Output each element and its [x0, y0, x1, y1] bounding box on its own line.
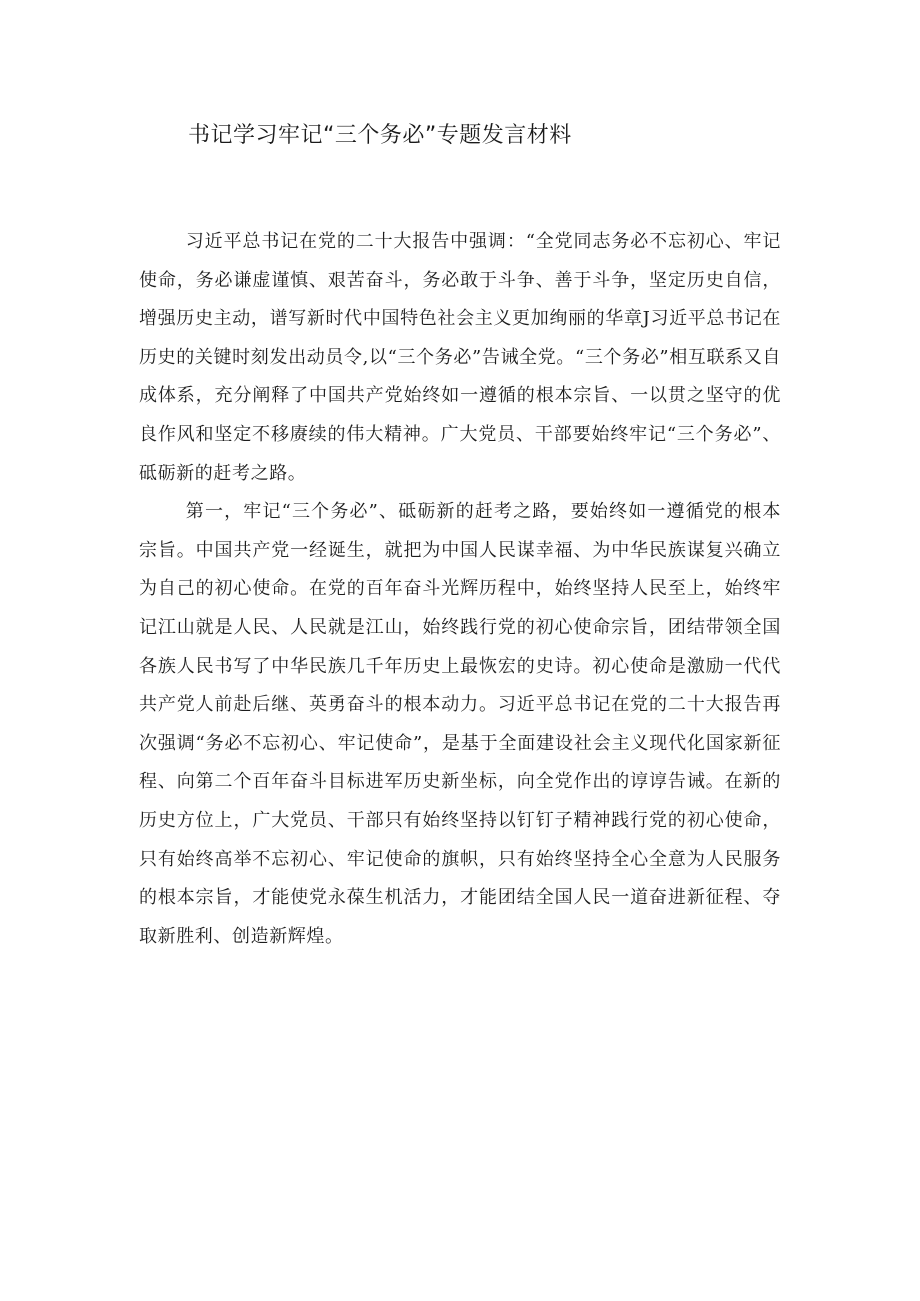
- paragraph-first-point: 第一，牢记“三个务必”、砥砺新的赶考之路，要始终如一遵循党的根本宗旨。中国共产党一经诞生，就把为中国人民谋幸福、为中华民族谋复兴确立为自己的初心使命。在党的百年奋斗光辉历程中，始终坚持人民至上，始终牢记江山就是人民、人民就是江山，始终践行党的初心使命宗旨，团结带领全国各族人民书写了中华民族几千年历史上最恢宏的史诗。初心使命是激励一代代共产党人前赴后继、英勇奋斗的根本动力。习近平总书记在党的二十大报告再次强调“务必不忘初心、牢记使命”，是基于全面建设社会主义现代化国家新征程、向第二个百年奋斗目标进军历史新坐标，向全党作出的谆谆告诫。在新的历史方位上，广大党员、干部只有始终坚持以钉钉子精神践行党的初心使命，只有始终高举不忘初心、牢记使命的旗帜，只有始终坚持全心全意为人民服务的根本宗旨，才能使党永葆生机活力，才能团结全国人民一道奋进新征程、夺取新胜利、创造新辉煌。: [139, 501, 781, 947]
- document-body: [139, 223, 781, 956]
- document-title: 书记学习牢记“三个务必”专题发言材料: [188, 123, 572, 148]
- paragraph-intro: 习近平总书记在党的二十大报告中强调：“全党同志务必不忘初心、牢记使命，务必谦虚谨慎、艰苦奋斗，务必敢于斗争、善于斗争，坚定历史自信，增强历史主动，谱写新时代中国特色社会主义更加绚丽的华章J习近平总书记在历史的关键时刻发出动员令,以“三个务必”告诫全党。“三个务必”相互联系又自成体系，充分阐释了中国共产党始终如一遵循的根本宗旨、一以贯之坚守的优良作风和坚定不移赓续的伟大精神。广大党员、干部要始终牢记“三个务必”、砥砺新的赶考之路。: [139, 231, 781, 484]
